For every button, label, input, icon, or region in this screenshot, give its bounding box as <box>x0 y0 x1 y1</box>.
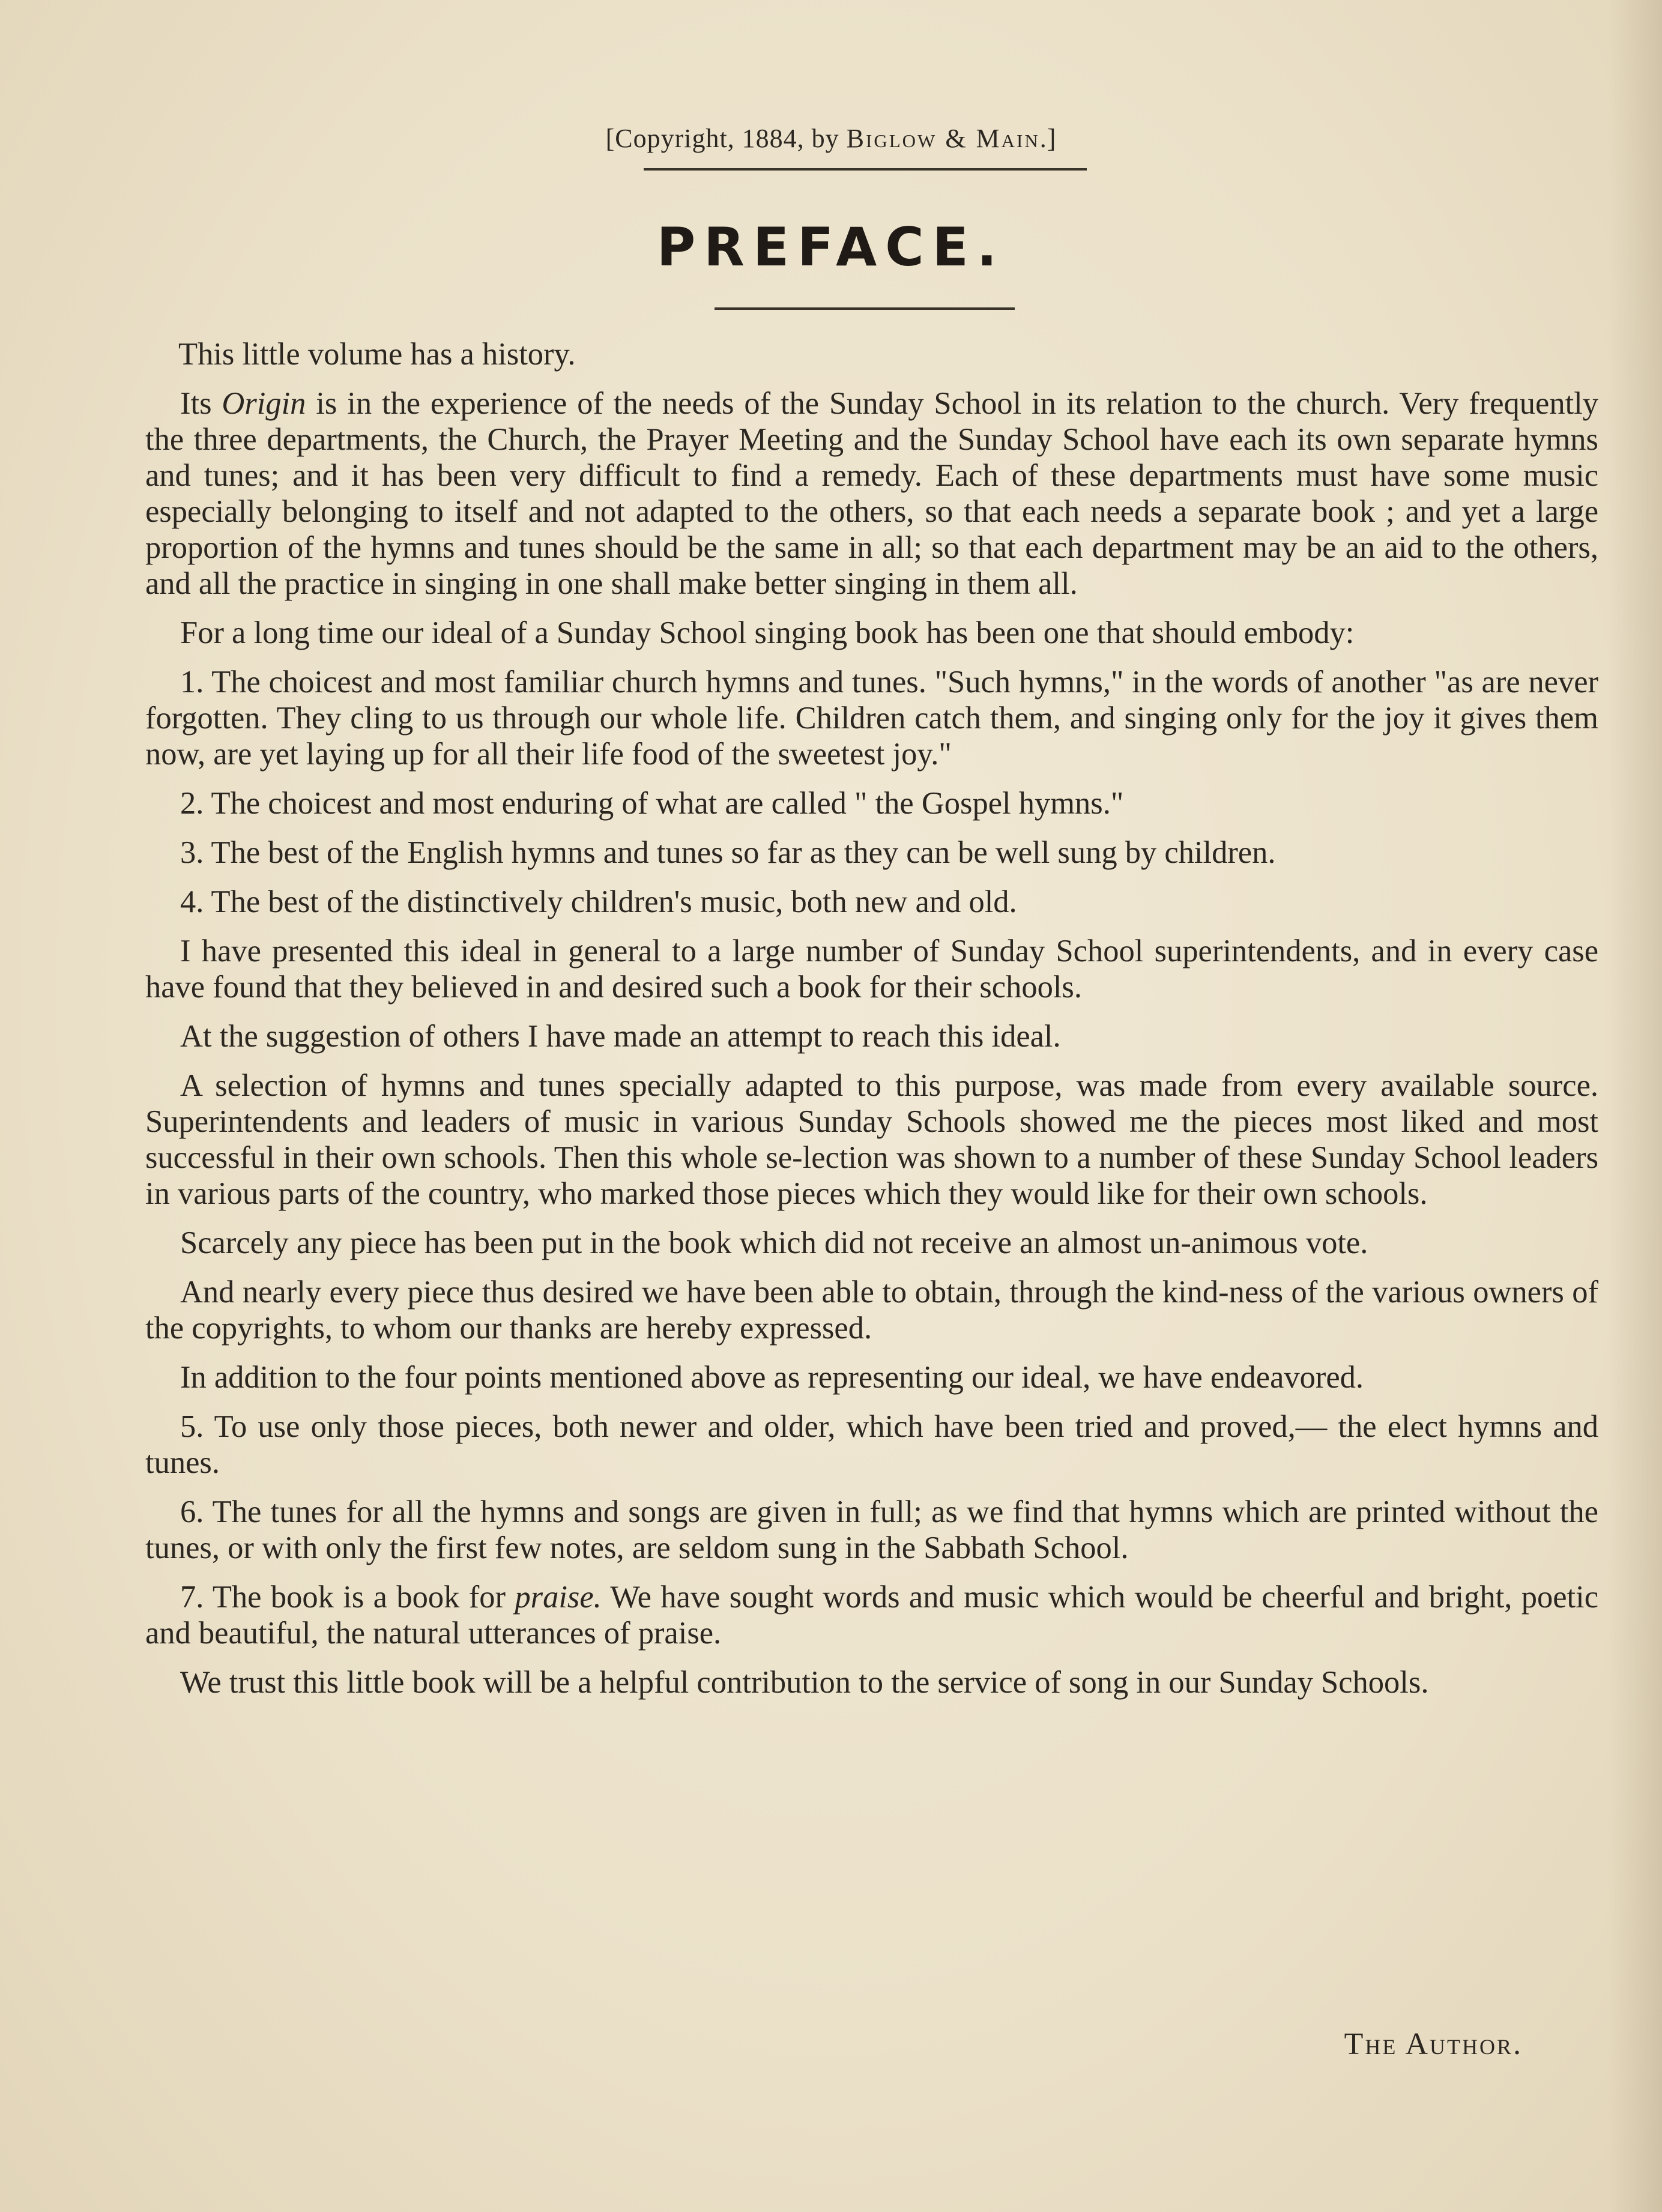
copyright-suffix: .] <box>1039 124 1057 153</box>
paragraph-selection: A selection of hymns and tunes specially adapted to this purpose, was made from every available source. Superintendents and leaders of music in various Sunday Schools showed me the pieces most liked and most successful in their own schools. Then this whole se-lection was shown to a number of these Sunday School leaders in various parts of the country, who marked those pieces which they would like for their own schools. <box>145 1068 1598 1211</box>
paragraph-addition: In addition to the four points mentioned above as representing our ideal, we have endeavored. <box>180 1360 1364 1395</box>
signature-text: The Author. <box>1344 2027 1523 2061</box>
list-item-6: 6. The tunes for all the hymns and songs are given in full; as we find that hymns which are printed without the tunes, or with only the first few notes, are seldom sung in the Sabbath School. <box>145 1494 1598 1565</box>
title-rule <box>715 307 1015 310</box>
list-item-2: 2. The choicest and most enduring of what are called " the Gospel hymns." <box>180 786 1124 821</box>
preface-body <box>145 336 1598 1714</box>
copyright-prefix: [Copyright, 1884, by <box>605 124 847 153</box>
page-edge-shadow <box>1608 0 1662 2212</box>
praise-rest: We have sought words and music which would be cheerful and bright, poetic and beautiful, the natural utterances of praise. <box>145 1580 1598 1651</box>
paragraph-nearly: And nearly every piece thus desired we have been able to obtain, through the kind-ness of the various owners of the copyrights, to whom our thanks are hereby expressed. <box>145 1275 1598 1346</box>
list-item-3: 3. The best of the English hymns and tunes so far as they can be well sung by children. <box>180 835 1276 870</box>
copyright-notice <box>0 123 1662 154</box>
praise-italic: praise. <box>515 1580 602 1615</box>
list-item-5: 5. To use only those pieces, both newer and older, which have been tried and proved,— the elect hymns and tunes. <box>145 1409 1598 1480</box>
origin-italic: Origin <box>222 386 306 421</box>
praise-lead: 7. The book is a book for <box>180 1580 515 1615</box>
paragraph-trust: We trust this little book will be a helpful contribution to the service of song in our Sunday Schools. <box>180 1665 1429 1700</box>
list-item-7 <box>145 1579 1598 1651</box>
copyright-publisher: Biglow & Main <box>846 124 1040 153</box>
list-item-4: 4. The best of the distinctively children's music, both new and old. <box>180 884 1017 919</box>
origin-rest: is in the experience of the needs of the Sunday School in its relation to the church. Very frequently the three departments, the Church, the Prayer Meeting and the Sunday School have each its own separate hymns and tunes; and it has been very difficult to find a remedy. Each of these departments must have some music especially belonging to itself and not adapted to the others, so that each needs a separate book ; and yet a large proportion of the hymns and tunes should be the same in all; so that each department may be an aid to the others, and all the practice in singing in one shall make better singing in them all. <box>145 386 1598 601</box>
paragraph-scarcely: Scarcely any piece has been put in the book which did not receive an almost un-animous vote. <box>180 1225 1368 1260</box>
page-title: PREFACE. <box>656 216 1006 278</box>
paragraph-presented: I have presented this ideal in general to a large number of Sunday School superintendents, and in every case have found that they believed in and desired such a book for their schools. <box>145 934 1598 1005</box>
paragraph-origin <box>145 385 1598 602</box>
paragraph-ideal: For a long time our ideal of a Sunday School singing book has been one that should embody: <box>180 615 1355 650</box>
paragraph-suggestion: At the suggestion of others I have made an attempt to reach this ideal. <box>180 1019 1061 1054</box>
header-rule <box>644 168 1087 171</box>
origin-lead: Its <box>180 386 222 421</box>
list-item-1: 1. The choicest and most familiar church hymns and tunes. "Such hymns," in the words of another "as are never forgotten. They cling to us through our whole life. Children catch them, and singing only for the joy it gives them now, are yet laying up for all their life food of the sweetest joy." <box>145 665 1598 772</box>
paragraph-history: This little volume has a history. <box>178 337 576 372</box>
signature <box>1344 2026 1523 2062</box>
